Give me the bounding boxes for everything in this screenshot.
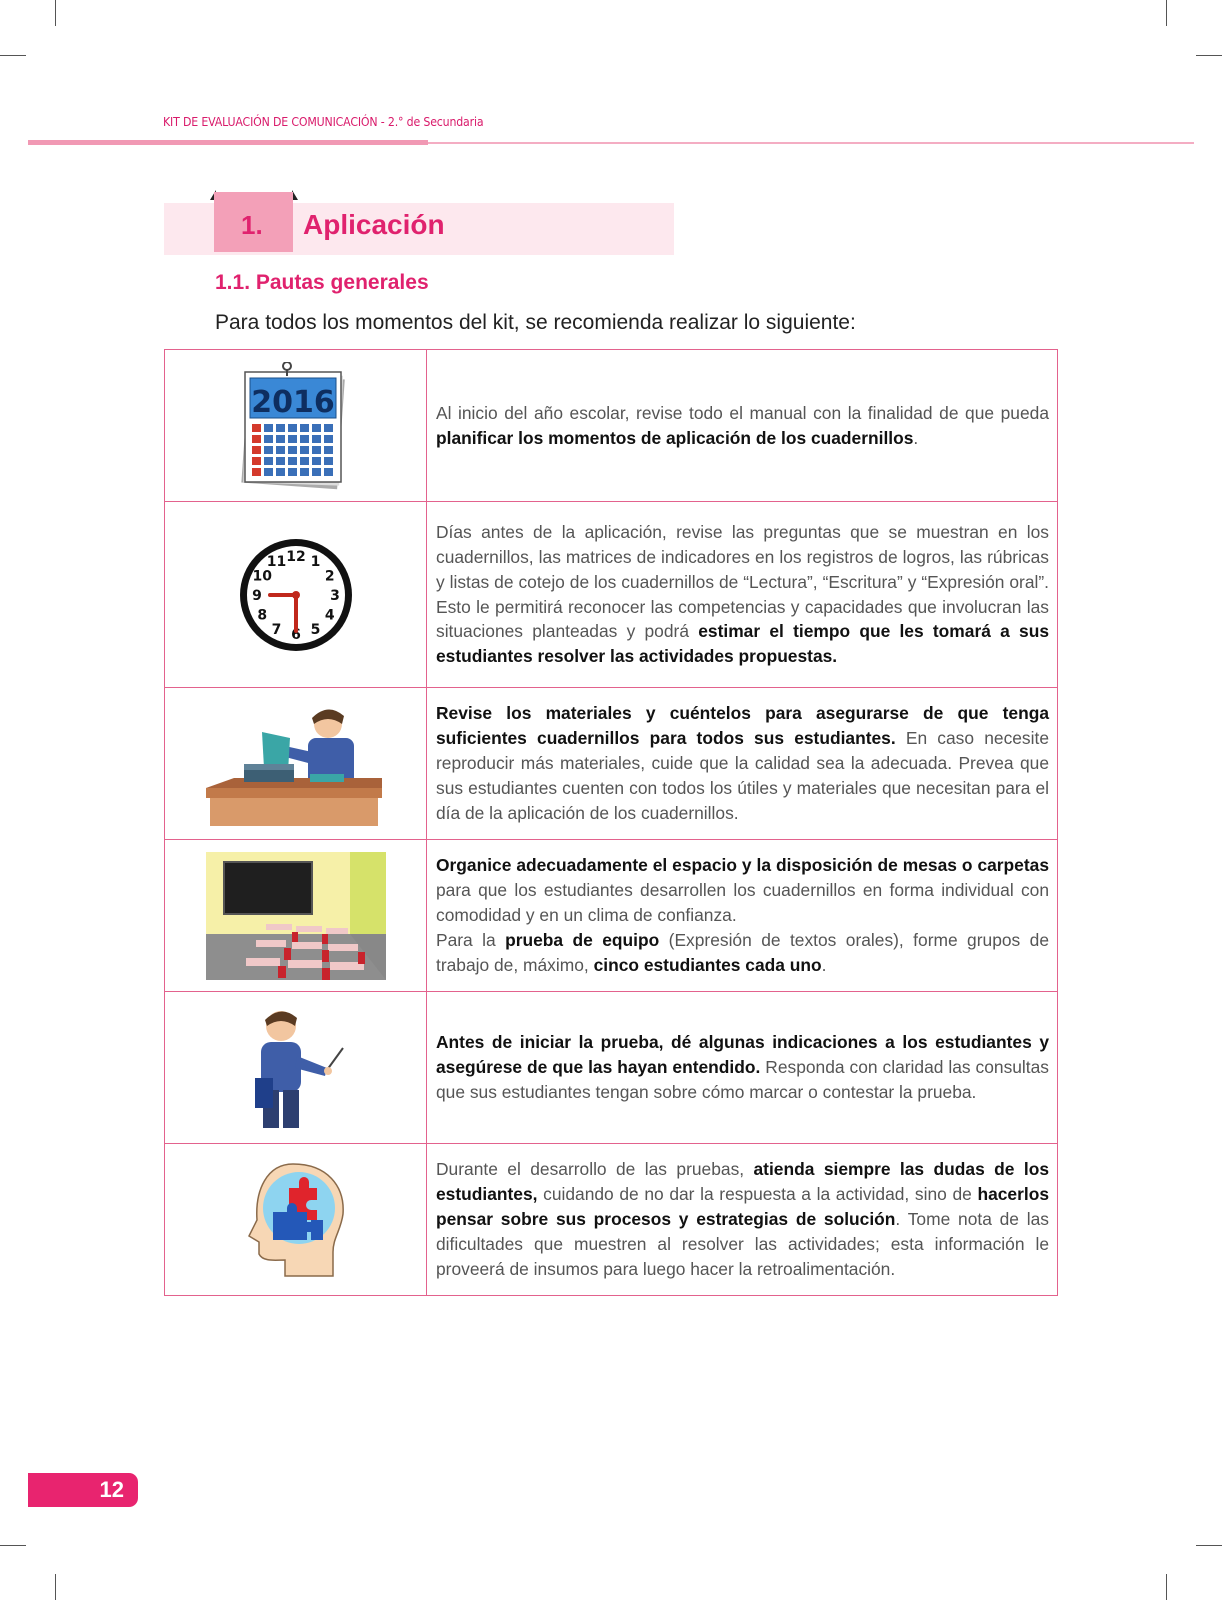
body-text: En caso necesite reproducir más materiales, cuide que la calidad sea la adecuada. Prevea que sus estudiantes cuenten con todos los útiles y materiales que necesitan para el día de la aplicación de los cuadernillos. xyxy=(436,728,1049,823)
header-rule-accent xyxy=(28,140,428,145)
clock-number: 10 xyxy=(251,568,272,584)
clock-number: 9 xyxy=(251,587,262,604)
body-text: (Expresión de textos orales), forme grupos de trabajo de, máximo, xyxy=(436,929,1049,975)
emphasis-text: prueba de equipo xyxy=(505,929,660,950)
table-row xyxy=(165,992,1058,1144)
clock-number: 4 xyxy=(324,607,335,623)
emphasis-text: hacerlos pensar sobre sus procesos y estrategias de solución xyxy=(436,1184,1049,1230)
body-text: Responda con claridad las consultas que sus estudiantes tengan sobre cómo marcar o contestar la prueba. xyxy=(436,1057,1049,1102)
running-header: KIT DE EVALUACIÓN DE COMUNICACIÓN - 2.° de Secundaria xyxy=(163,114,484,129)
emphasis-text: planificar los momentos de aplicación de los cuadernillos xyxy=(436,427,914,448)
emphasis-text: Revise los materiales y cuéntelos para asegurarse de que tenga suficientes cuadernillos para todos sus estudiantes. xyxy=(436,703,1049,749)
body-text: . Tome nota de las dificultades que muestren al resolver las actividades; esta información le proveerá de insumos para luego hacer la retroalimentación. xyxy=(436,1209,1049,1279)
teacher-pointing-icon xyxy=(241,1006,351,1130)
page-number: 12 xyxy=(99,1477,124,1502)
table-row xyxy=(165,350,1058,502)
table-row xyxy=(165,688,1058,840)
clock-number: 3 xyxy=(329,587,340,604)
teacher-desk-icon xyxy=(204,702,388,826)
clock-number: 2 xyxy=(324,568,335,584)
body-text: Durante el desarrollo de las pruebas, xyxy=(436,1159,754,1180)
calendar-grid xyxy=(252,424,333,476)
guideline-text xyxy=(427,840,1058,992)
emphasis-text: Antes de iniciar la prueba, dé algunas indicaciones a los estudiantes y asegúrese de que las hayan entendido. xyxy=(436,1032,1049,1078)
icon-cell xyxy=(165,840,427,992)
body-text: . xyxy=(913,427,919,448)
guideline-text xyxy=(427,688,1058,840)
crop-mark xyxy=(1166,1574,1167,1600)
body-text: para que los estudiantes desarrollen los cuadernillos en forma individual con comodidad y en un clima de confianza. xyxy=(436,880,1049,926)
crop-mark xyxy=(1196,1545,1222,1546)
calendar-year: 2016 xyxy=(250,384,335,420)
crop-mark xyxy=(55,1574,56,1600)
crop-mark xyxy=(1196,55,1222,56)
clock-number: 6 xyxy=(290,626,301,643)
clock-number: 12 xyxy=(285,548,306,565)
body-text: Al inicio del año escolar, revise todo el manual con la finalidad de que pueda xyxy=(436,402,1049,423)
intro-paragraph: Para todos los momentos del kit, se recomienda realizar lo siguiente: xyxy=(215,311,856,334)
clock-number: 1 xyxy=(310,553,320,570)
clock-number: 11 xyxy=(266,553,286,570)
head-puzzle-icon xyxy=(241,1160,351,1280)
crop-mark xyxy=(55,0,56,26)
subsection-title: 1.1. Pautas generales xyxy=(215,271,429,294)
classroom-icon xyxy=(206,852,386,980)
table-row xyxy=(165,502,1058,688)
emphasis-text: estimar el tiempo que les tomará a sus estudiantes resolver las actividades propuestas. xyxy=(436,621,1049,667)
table-row xyxy=(165,1144,1058,1296)
emphasis-text: Organice adecuadamente el espacio y la disposición de mesas o carpetas xyxy=(436,855,1049,876)
guideline-text xyxy=(427,502,1058,688)
guidelines-table xyxy=(164,349,1058,1296)
icon-cell xyxy=(165,1144,427,1296)
crop-mark xyxy=(0,1545,26,1546)
calendar-icon xyxy=(241,362,351,490)
clock-number: 7 xyxy=(271,621,281,638)
guideline-text xyxy=(427,350,1058,502)
icon-cell xyxy=(165,350,427,502)
icon-cell xyxy=(165,992,427,1144)
clock-number: 8 xyxy=(256,607,267,623)
body-text: Días antes de la aplicación, revise las preguntas que se muestran en los cuadernillos, las matrices de indicadores en los registros de logros, las rúbricas y listas de cotejo de los cuadernillos de “Lectura”, “Escritura” y “Expresión oral”. Esto le permitirá reconocer las competencias y capacidades que involucran las situaciones planteadas y podrá xyxy=(436,521,1049,642)
guideline-text xyxy=(427,992,1058,1144)
body-text: Para la xyxy=(436,929,506,950)
crop-mark xyxy=(0,55,26,56)
table-row xyxy=(165,840,1058,992)
guideline-text xyxy=(427,1144,1058,1296)
emphasis-text: atienda siempre las dudas de los estudiantes, xyxy=(436,1159,1049,1205)
crop-mark xyxy=(1166,0,1167,26)
body-text: cuidando de no dar la respuesta a la actividad, sino de xyxy=(537,1184,978,1205)
clock-number: 5 xyxy=(310,621,320,638)
body-text: . xyxy=(821,954,827,975)
section-title: Aplicación xyxy=(303,209,445,240)
emphasis-text: cinco estudiantes cada uno xyxy=(593,954,822,975)
icon-cell xyxy=(165,502,427,688)
section-number: 1. xyxy=(241,210,263,240)
clock-icon xyxy=(236,535,356,655)
icon-cell xyxy=(165,688,427,840)
